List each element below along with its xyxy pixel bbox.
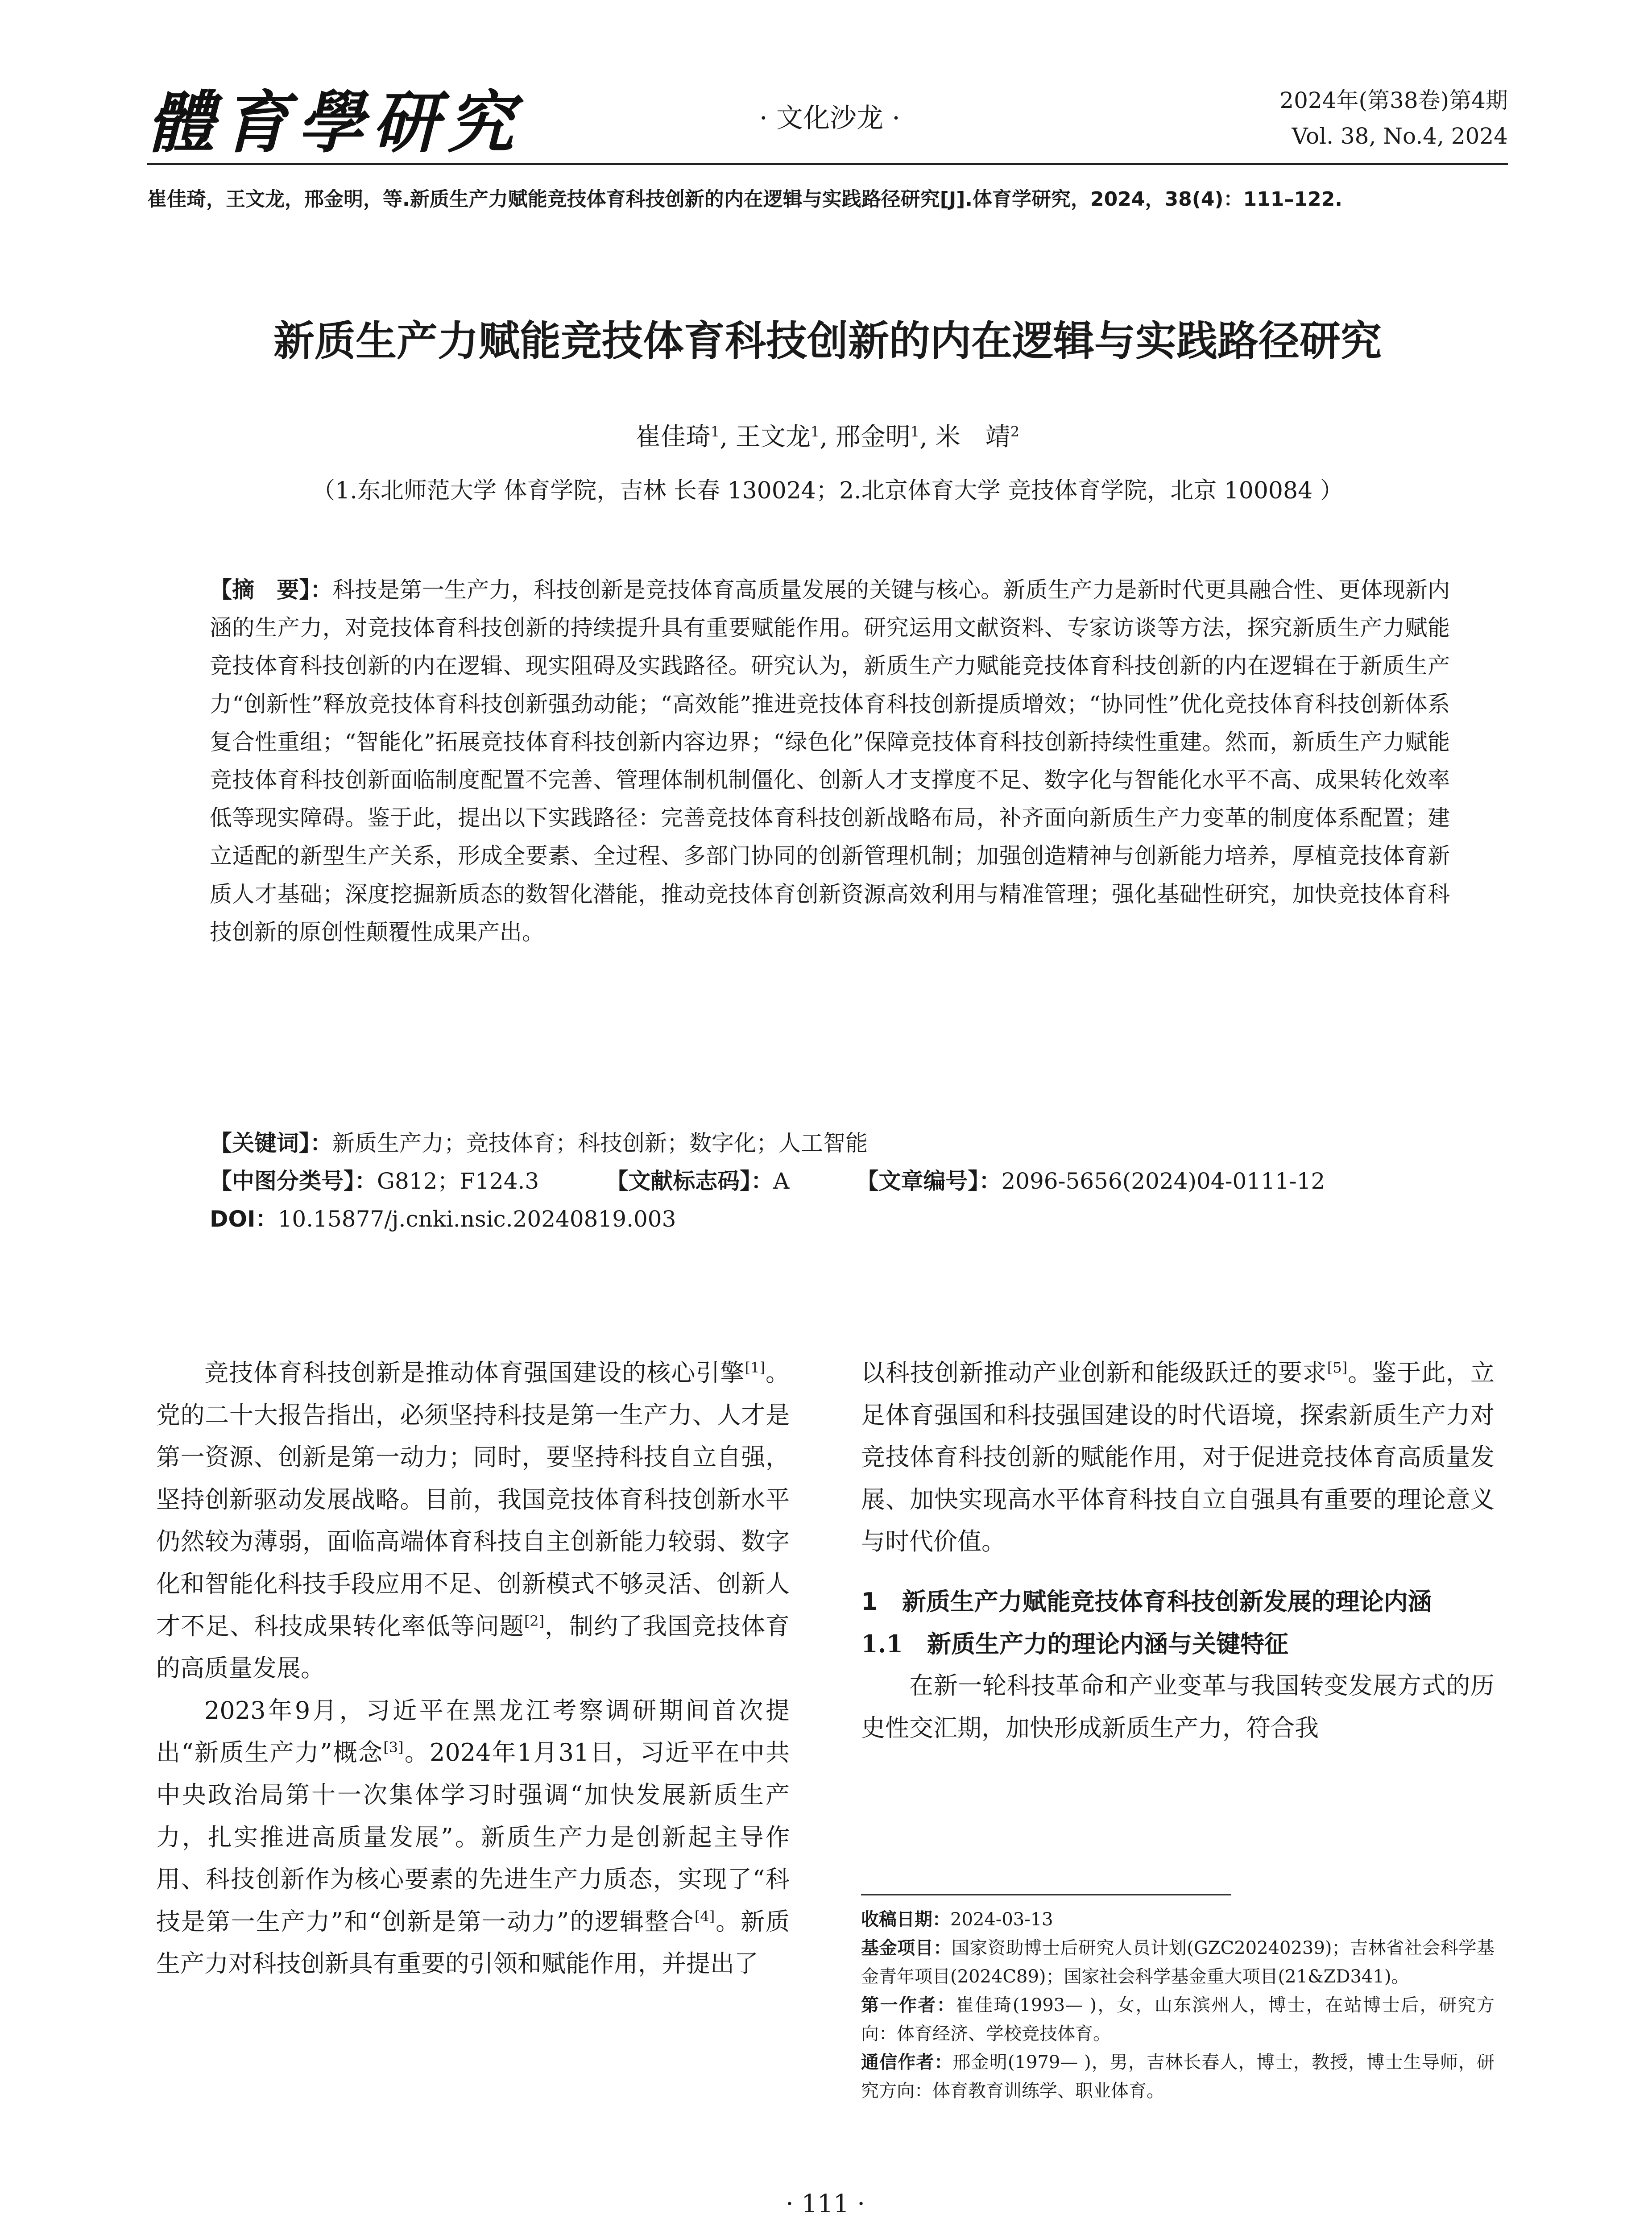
- author-affiliation-mark: 1: [710, 423, 720, 440]
- footnote-fund: 基金项目：国家资助博士后研究人员计划(GZC20240239)；吉林省社会科学基金青年项目(2024C89)；国家社会科学基金重大项目(21&ZD341)。: [861, 1938, 1495, 1987]
- abstract: [210, 571, 1450, 951]
- keywords: [210, 1124, 1450, 1162]
- issue-info-en: Vol. 38, No.4, 2024: [1292, 123, 1508, 149]
- doi-label: DOI：: [210, 1206, 278, 1232]
- clc-label: 【中图分类号】：: [210, 1168, 377, 1194]
- body-right-column: [861, 1352, 1495, 1749]
- author-list: 崔佳琦$^1$, 王文龙$^1$, 邢金明$^1$, 米 靖$^2$: [635, 423, 1020, 452]
- subsection-heading: 1.1 新质生产力的理论内涵与关键特征: [861, 1629, 1288, 1658]
- doc-code-value: A: [773, 1168, 790, 1194]
- abstract-label: 【摘 要】：: [210, 577, 333, 603]
- footnote-received: 收稿日期：2024-03-13: [861, 1909, 1053, 1930]
- author-affiliation-mark: 1: [910, 423, 920, 440]
- author-name: 米 靖: [935, 423, 1010, 452]
- body-paragraph: 2023年9月，习近平在黑龙江考察调研期间首次提出“新质生产力”概念[3]。2024年1月31日，习近平在中共中央政治局第十一次集体学习时强调“加快发展新质生产力，扎实推进高质量发展”。新质生产力是创新起主导作用、科技创新作为核心要素的先进生产力质态，实现了“科技是第一生产力”和“创新是第一动力”的逻辑整合[4]。新质生产力对科技创新具有重要的引领和赋能作用，并提出了: [156, 1696, 790, 1978]
- reference-mark[interactable]: [3]: [383, 1739, 404, 1756]
- reference-mark[interactable]: [4]: [694, 1908, 715, 1925]
- footnote-corresponding-author: 通信作者：邢金明(1979— )，男，吉林长春人，博士，教授，博士生导师，研究方向：体育教育训练学、职业体育。: [861, 2052, 1495, 2101]
- footnote-rule: [861, 1894, 1231, 1895]
- doc-code-label: 【文献标志码】：: [606, 1168, 774, 1194]
- header-rule: [147, 163, 1508, 165]
- body-paragraph: 以科技创新推动产业创新和能级跃迁的要求[5]。鉴于此，立足体育强国和科技强国建设的时代语境，探索新质生产力对竞技体育科技创新的赋能作用，对于促进竞技体育高质量发展、加快实现高水平体育科技自立自强具有重要的理论意义与时代价值。: [861, 1359, 1495, 1556]
- issue-info-cn: 2024年(第38卷)第4期: [1279, 87, 1508, 113]
- journal-logo: 體育學研究: [147, 83, 522, 162]
- paper-title: 新质生产力赋能竞技体育科技创新的内在逻辑与实践路径研究: [273, 317, 1382, 365]
- author-name: 邢金明: [835, 423, 911, 452]
- article-number-label: 【文章编号】：: [856, 1168, 1002, 1194]
- article-number-value: 2096-5656(2024)04-0111-12: [1001, 1168, 1325, 1194]
- classification-line: [210, 1162, 1450, 1200]
- footnotes: [861, 1905, 1495, 2105]
- section-label: · 文化沙龙 ·: [759, 103, 901, 134]
- abstract-text: 科技是第一生产力，科技创新是竞技体育高质量发展的关键与核心。新质生产力是新时代更具融合性、更体现新内涵的生产力，对竞技体育科技创新的持续提升具有重要赋能作用。研究运用文献资料、专家访谈等方法，探究新质生产力赋能竞技体育科技创新的内在逻辑、现实阻碍及实践路径。研究认为，新质生产力赋能竞技体育科技创新的内在逻辑在于新质生产力“创新性”释放竞技体育科技创新强劲动能；“高效能”推进竞技体育科技创新提质增效；“协同性”优化竞技体育科技创新体系复合性重组；“智能化”拓展竞技体育科技创新内容边界；“绿色化”保障竞技体育科技创新持续性重建。然而，新质生产力赋能竞技体育科技创新面临制度配置不完善、管理体制机制僵化、创新人才支撑度不足、数字化与智能化水平不高、成果转化效率低等现实障碍。鉴于此，提出以下实践路径：完善竞技体育科技创新战略布局，补齐面向新质生产力变革的制度体系配置；建立适配的新型生产关系，形成全要素、全过程、多部门协同的创新管理机制；加强创造精神与创新能力培养，厚植竞技体育新质人才基础；深度挖掘新质态的数智化潜能，推动竞技体育创新资源高效利用与精准管理；强化基础性研究，加快竞技体育科技创新的原创性颠覆性成果产出。: [210, 577, 1450, 945]
- body-left-column: [156, 1352, 790, 1985]
- reference-mark[interactable]: [2]: [524, 1612, 545, 1630]
- clc-value: G812；F124.3: [377, 1168, 539, 1194]
- doi-line: [210, 1200, 1450, 1238]
- author-affiliation-mark: 1: [810, 423, 820, 440]
- author-affiliation-mark: 2: [1010, 423, 1020, 440]
- author-name: 王文龙: [735, 423, 811, 452]
- section-heading: 1 新质生产力赋能竞技体育科技创新发展的理论内涵: [861, 1587, 1432, 1616]
- author-name: 崔佳琦: [635, 423, 711, 452]
- reference-mark[interactable]: [1]: [745, 1359, 765, 1376]
- body-paragraph: 竞技体育科技创新是推动体育强国建设的核心引擎[1]。党的二十大报告指出，必须坚持科技是第一生产力、人才是第一资源、创新是第一动力；同时，要坚持科技自立自强，坚持创新驱动发展战略。目前，我国竞技体育科技创新水平仍然较为薄弱，面临高端体育科技自主创新能力较弱、数字化和智能化科技手段应用不足、创新模式不够灵活、创新人才不足、科技成果转化率低等问题[2]，制约了我国竞技体育的高质量发展。: [156, 1359, 790, 1683]
- keywords-label: 【关键词】：: [210, 1130, 332, 1156]
- body-paragraph: 在新一轮科技革命和产业变革与我国转变发展方式的历史性交汇期，加快形成新质生产力，符合我: [861, 1671, 1495, 1742]
- reference-mark[interactable]: [5]: [1327, 1359, 1348, 1376]
- citation-line: 崔佳琦，王文龙，邢金明，等.新质生产力赋能竞技体育科技创新的内在逻辑与实践路径研究[J].体育学研究，2024，38(4)：111–122.: [147, 188, 1342, 211]
- affiliations: （1.东北师范大学 体育学院，吉林 长春 130024；2.北京体育大学 竞技体育学院，北京 100084 ）: [312, 477, 1343, 504]
- keywords-text: 新质生产力；竞技体育；科技创新；数字化；人工智能: [332, 1130, 868, 1156]
- footnote-first-author: 第一作者：崔佳琦(1993— )，女，山东滨州人，博士，在站博士后，研究方向：体育经济、学校竞技体育。: [861, 1995, 1495, 2044]
- doi-value[interactable]: 10.15877/j.cnki.nsic.20240819.003: [277, 1206, 676, 1232]
- page-number: · 111 ·: [785, 2190, 865, 2219]
